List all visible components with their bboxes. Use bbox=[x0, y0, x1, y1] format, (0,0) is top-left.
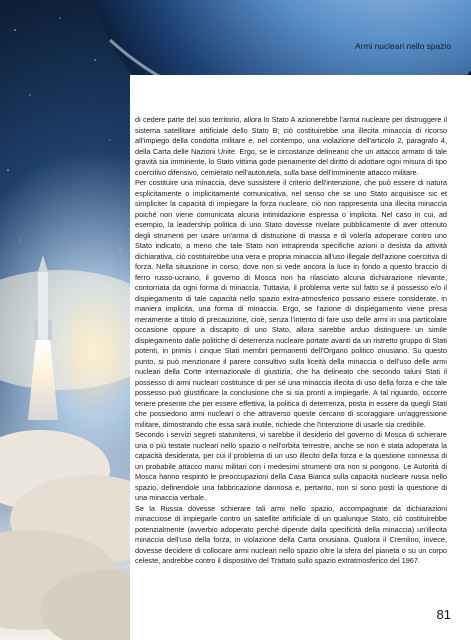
body-text bbox=[135, 115, 447, 567]
page-number: 81 bbox=[436, 607, 451, 622]
paragraph: Secondo i servizi segreti statunitensi, vi sarebbe il desiderio del governo di Mosca di schierare una o più testate nucleari nello spazio o nell'orbita terrestre, anche se non è stata adoperata la capacità desiderata, per cui il problema di un uso illecito della forza e la questione connessa di un probabile attacco manu militari con i medesimi strumenti ora non si pongono. Le Autorità di Mosca hanno respinto le preoccupazioni della Casa Bianca sulla capacità nucleare russa nello spazio, definendole una fabbricazione dannosa e, pertanto, non si sono posti la questione di una minaccia verbale. bbox=[135, 430, 447, 502]
paragraph: Se la Russia dovesse schierare tali armi nello spazio, accompagnate da dichiarazioni minacciose di impiegarle contro un satellite artificiale di un qualunque Stato, ciò costituirebbe potenzialmente (avverbio adoperato perché dipende dalla specificità della minaccia) un'illecita minaccia dell'uso della forza, in violazione della Carta onusiana. Qualora il Cremlino, invece, dovesse decidere di collocare armi nucleari nello spazio oltre la sfera del pianeta o su un corpo celeste, andrebbe contro il dispositivo del Trattato sullo spazio extratmosferico del 1967. bbox=[135, 503, 447, 565]
paragraph: di cedere parte del suo territorio, allora lo Stato A azionerebbe l'arma nucleare per distruggere il sistema satellitare artificiale dello Stato B; ciò costituirebbe una illecita minaccia di ricorso all'impiego della condotta militare e, nel contempo, una violazione dell'articolo 2, paragrafo 4, della Carta delle Nazioni Unite. Ergo, se le circostanze delineano che un attacco armato di tale gravità sia imminente, lo Stato vittima gode pienamente del diritto di adottare ogni misura di tipo coercitivo difensivo, cemierato nell'autotutela, sulla base dell'imminente attacco militare. bbox=[135, 115, 447, 177]
paragraph: Per costituire una minaccia, deve sussistere il criterio dell'intenzione, che può essere di natura esplicitamente o implicitamente comunicativa, nel senso che se uno Stato acquisisce sic et simpliciter la capacità di impiegare la forza nucleare, ciò non rappresenta una illecita minaccia poiché non viene comunicata alcuna intimidazione espressa o implicita. Nel caso in cui, ad esempio, la leadership politica di uno Stato dovesse rivelare pubblicamente di aver ottenuto degli strumenti per usare un'arma di distruzione di massa e di volerla adoperare contro uno Stato indicato, a meno che tale Stato non intraprenda specifiche azioni o desista da attività dichiarativa, ciò costituirebbe una vera e propria minaccia all'uso illegale dell'azione coercitiva di forza. Nella situazione in corso, dove non si vede ancora la luce in fondo a questo braccio di ferro russo-ucraino, il governo di Mosca non ha rilasciato alcuna dichiarazione rilevante, contornata da ogni forma di minaccia. Tuttavia, il problema verte sul fatto se il possesso e/o il dispiegamento di tale capacità nello spazio extra-atmosferico possano essere considerate, in maniera implicita, una forma di minaccia. Ergo, se l'azione di dispiegamento viene presa meramente a titolo di precauzione, cioè, senza l'intento di fare uso delle armi in una particolare occasione oppure a discapito di uno Stato, allora sarebbe arduo distinguere un simile dispiegamento dalle politiche di deterrenza nucleare portate avanti da un ristretto gruppo di Stati potenti, in primis i cinque Stati membri permanenti dell'Organo politico onusiano. Su questo punto, si può menzionare il parere consultivo sulla liceità della minaccia o dell'uso delle armi nucleari della Corte internazionale di giustizia, che ha delineato che secondo taluni Stati il possesso di armi nucleari costituisce di per sé una minaccia illecita di uso della forza e che tale possesso può giustificare la conclusione che si sia pronti a impiegarle. A tal riguardo, occorre tenere presente che per essere effettiva, la politica di deterrenza, posta in essere da quegli Stati che possiedono armi nucleari o che attraverso queste cercano di scoraggiare un'aggressione militare, dimostrando che essa sarà inutile, richiede che l'intenzione di usarle sia credibile. bbox=[135, 178, 447, 429]
running-header-title: Armi nucleari nello spazio bbox=[355, 42, 451, 51]
